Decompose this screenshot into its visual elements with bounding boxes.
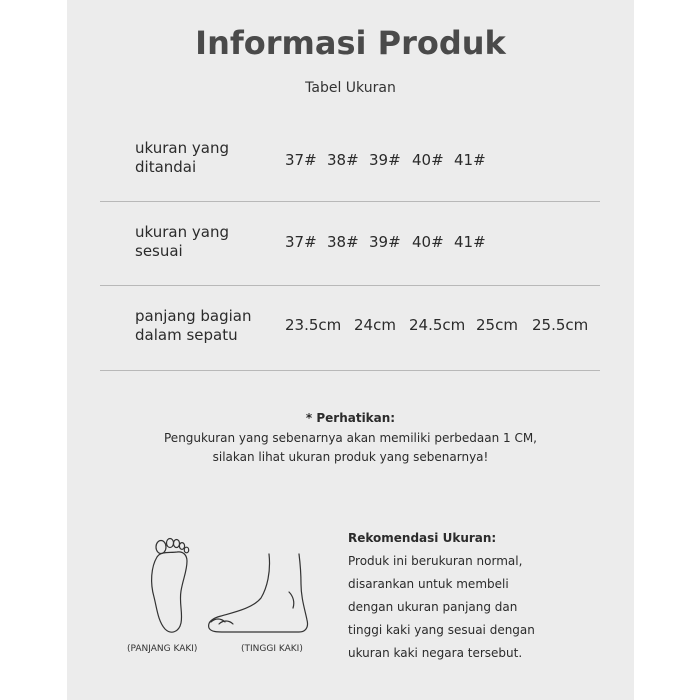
row-label-marked-size <box>135 139 275 177</box>
row-label-line: ukuran yang <box>135 139 229 157</box>
table-cell: 40# <box>412 233 444 251</box>
product-info-panel <box>67 0 634 700</box>
row-label-line: ukuran yang <box>135 223 229 241</box>
row-label-line: sesuai <box>135 242 183 260</box>
recommendation-heading: Rekomendasi Ukuran: <box>348 531 497 545</box>
table-cell: 23.5cm <box>285 316 342 334</box>
table-cell: 24.5cm <box>409 316 466 334</box>
row-label-inner-length <box>135 307 275 345</box>
table-cell: 38# <box>327 233 359 251</box>
recommendation-line: tinggi kaki yang sesuai dengan <box>348 623 535 637</box>
row-label-fit-size <box>135 223 275 261</box>
table-divider <box>100 285 600 286</box>
foot-height-icon <box>205 552 315 636</box>
recommendation-line: Produk ini berukuran normal, <box>348 554 523 568</box>
table-subtitle: Tabel Ukuran <box>305 80 396 96</box>
foot-length-caption: (PANJANG KAKI) <box>127 644 198 654</box>
note-line: Pengukuran yang sebenarnya akan memiliki perbedaan 1 CM, <box>164 431 537 445</box>
page-title: Informasi Produk <box>195 24 506 62</box>
row-label-line: ditandai <box>135 158 197 176</box>
recommendation-line: ukuran kaki negara tersebut. <box>348 646 523 660</box>
table-cell: 25cm <box>476 316 518 334</box>
note-heading: * Perhatikan: <box>305 411 396 425</box>
table-cell: 37# <box>285 233 317 251</box>
recommendation-line: disarankan untuk membeli <box>348 577 509 591</box>
table-cell: 24cm <box>354 316 396 334</box>
foot-length-icon <box>145 535 195 635</box>
row-label-line: panjang bagian <box>135 307 252 325</box>
table-cell: 39# <box>369 151 401 169</box>
table-cell: 41# <box>454 151 486 169</box>
table-cell: 37# <box>285 151 317 169</box>
table-cell: 39# <box>369 233 401 251</box>
table-divider <box>100 370 600 371</box>
foot-height-caption: (TINGGI KAKI) <box>241 644 303 654</box>
row-label-line: dalam sepatu <box>135 326 238 344</box>
table-cell: 38# <box>327 151 359 169</box>
table-cell: 25.5cm <box>532 316 589 334</box>
table-cell: 40# <box>412 151 444 169</box>
table-divider <box>100 201 600 202</box>
recommendation-line: dengan ukuran panjang dan <box>348 600 518 614</box>
table-cell: 41# <box>454 233 486 251</box>
note-line: silakan lihat ukuran produk yang sebenarnya! <box>212 450 489 464</box>
